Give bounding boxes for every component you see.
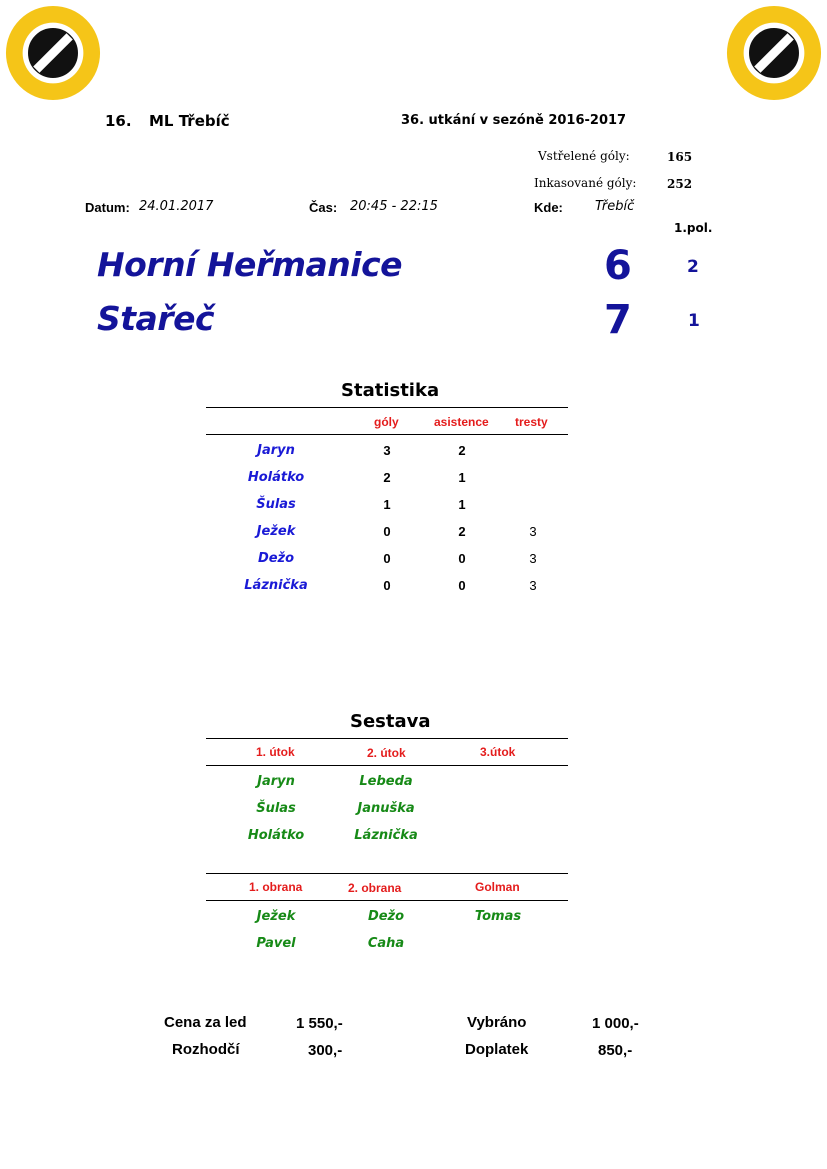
away-score: 7 (604, 297, 632, 343)
stats-title: Statistika (341, 380, 440, 401)
time-value: 20:45 - 22:15 (350, 199, 438, 214)
stats-player-assists: 2 (458, 443, 466, 458)
collected-label: Vybráno (467, 1014, 527, 1031)
attack-col-3: 3.útok (480, 745, 516, 759)
date-value: 24.01.2017 (139, 199, 214, 214)
team-rank: 16. (105, 112, 132, 130)
stats-player-name: Ježek (256, 524, 296, 539)
stats-player-goals: 0 (383, 578, 391, 593)
defense-pair-1-player: Pavel (256, 936, 296, 951)
stats-player-name: Dežo (257, 551, 295, 566)
scored-value: 165 (667, 150, 693, 164)
conceded-value: 252 (667, 177, 693, 191)
stats-player-name: Láznička (244, 578, 308, 593)
home-score: 6 (604, 243, 632, 289)
away-team: Stařeč (97, 299, 215, 338)
scored-label: Vstřelené góly: (538, 149, 630, 163)
stats-player-goals: 2 (383, 470, 391, 485)
place-value: Třebíč (595, 199, 635, 214)
away-first-period: 1 (688, 311, 700, 331)
attack-line-2-player: Lebeda (359, 774, 413, 789)
defense-col-2: 2. obrana (348, 881, 402, 895)
place-label: Kde: (534, 200, 563, 215)
stats-player-assists: 0 (458, 578, 466, 593)
stats-player-name: Jaryn (257, 443, 295, 458)
surcharge-label: Doplatek (465, 1041, 529, 1058)
stats-col-goals: góly (374, 415, 399, 429)
stats-player-goals: 0 (383, 524, 391, 539)
defense-col-3: Golman (475, 880, 520, 894)
goalie-player: Tomas (474, 909, 522, 924)
lineup-top-rule (206, 738, 568, 739)
defense-top-rule (206, 873, 568, 874)
pdf-xchange-badge-right[interactable] (725, 4, 823, 102)
referee-value: 300,- (308, 1042, 343, 1059)
pdf-xchange-badge-left[interactable] (4, 4, 102, 102)
attack-line-1-player: Holátko (247, 828, 305, 843)
match-info: 36. utkání v sezóně 2016-2017 (401, 113, 627, 128)
ice-price-value: 1 550,- (296, 1015, 343, 1032)
home-first-period: 2 (687, 257, 699, 277)
stats-player-name: Šulas (256, 497, 296, 512)
attack-line-2-player: Januška (357, 801, 415, 816)
stats-player-assists: 1 (458, 470, 466, 485)
stats-player-assists: 1 (458, 497, 466, 512)
stats-col-assists: asistence (434, 415, 489, 429)
league-name: ML Třebíč (149, 112, 230, 130)
date-label: Datum: (85, 200, 130, 215)
attack-line-2-player: Láznička (354, 828, 418, 843)
stats-player-name: Holátko (247, 470, 305, 485)
attack-col-2: 2. útok (367, 746, 406, 760)
defense-col-1: 1. obrana (249, 880, 303, 894)
conceded-label: Inkasované góly: (534, 176, 637, 190)
stats-player-assists: 2 (458, 524, 466, 539)
surcharge-value: 850,- (598, 1042, 633, 1059)
stats-player-penalties: 3 (529, 524, 537, 539)
defense-pair-2-player: Dežo (367, 909, 405, 924)
stats-col-penalties: tresty (515, 415, 548, 429)
stats-top-rule (206, 407, 568, 408)
attack-line-1-player: Šulas (256, 801, 296, 816)
stats-player-penalties: 3 (529, 578, 537, 593)
home-team: Horní Heřmanice (97, 245, 403, 284)
referee-label: Rozhodčí (172, 1041, 240, 1058)
stats-player-goals: 0 (383, 551, 391, 566)
lineup-title: Sestava (350, 711, 431, 732)
defense-pair-1-player: Ježek (256, 909, 296, 924)
attack-line-1-player: Jaryn (257, 774, 295, 789)
ice-price-label: Cena za led (164, 1014, 247, 1031)
attack-col-1: 1. útok (256, 745, 295, 759)
first-period-label: 1.pol. (674, 221, 713, 235)
attack-header-rule (206, 765, 568, 766)
defense-header-rule (206, 900, 568, 901)
defense-pair-2-player: Caha (367, 936, 405, 951)
stats-player-assists: 0 (458, 551, 466, 566)
collected-value: 1 000,- (592, 1015, 639, 1032)
stats-player-goals: 1 (383, 497, 391, 512)
stats-player-goals: 3 (383, 443, 391, 458)
time-label: Čas: (309, 200, 338, 215)
stats-player-penalties: 3 (529, 551, 537, 566)
stats-header-rule (206, 434, 568, 435)
